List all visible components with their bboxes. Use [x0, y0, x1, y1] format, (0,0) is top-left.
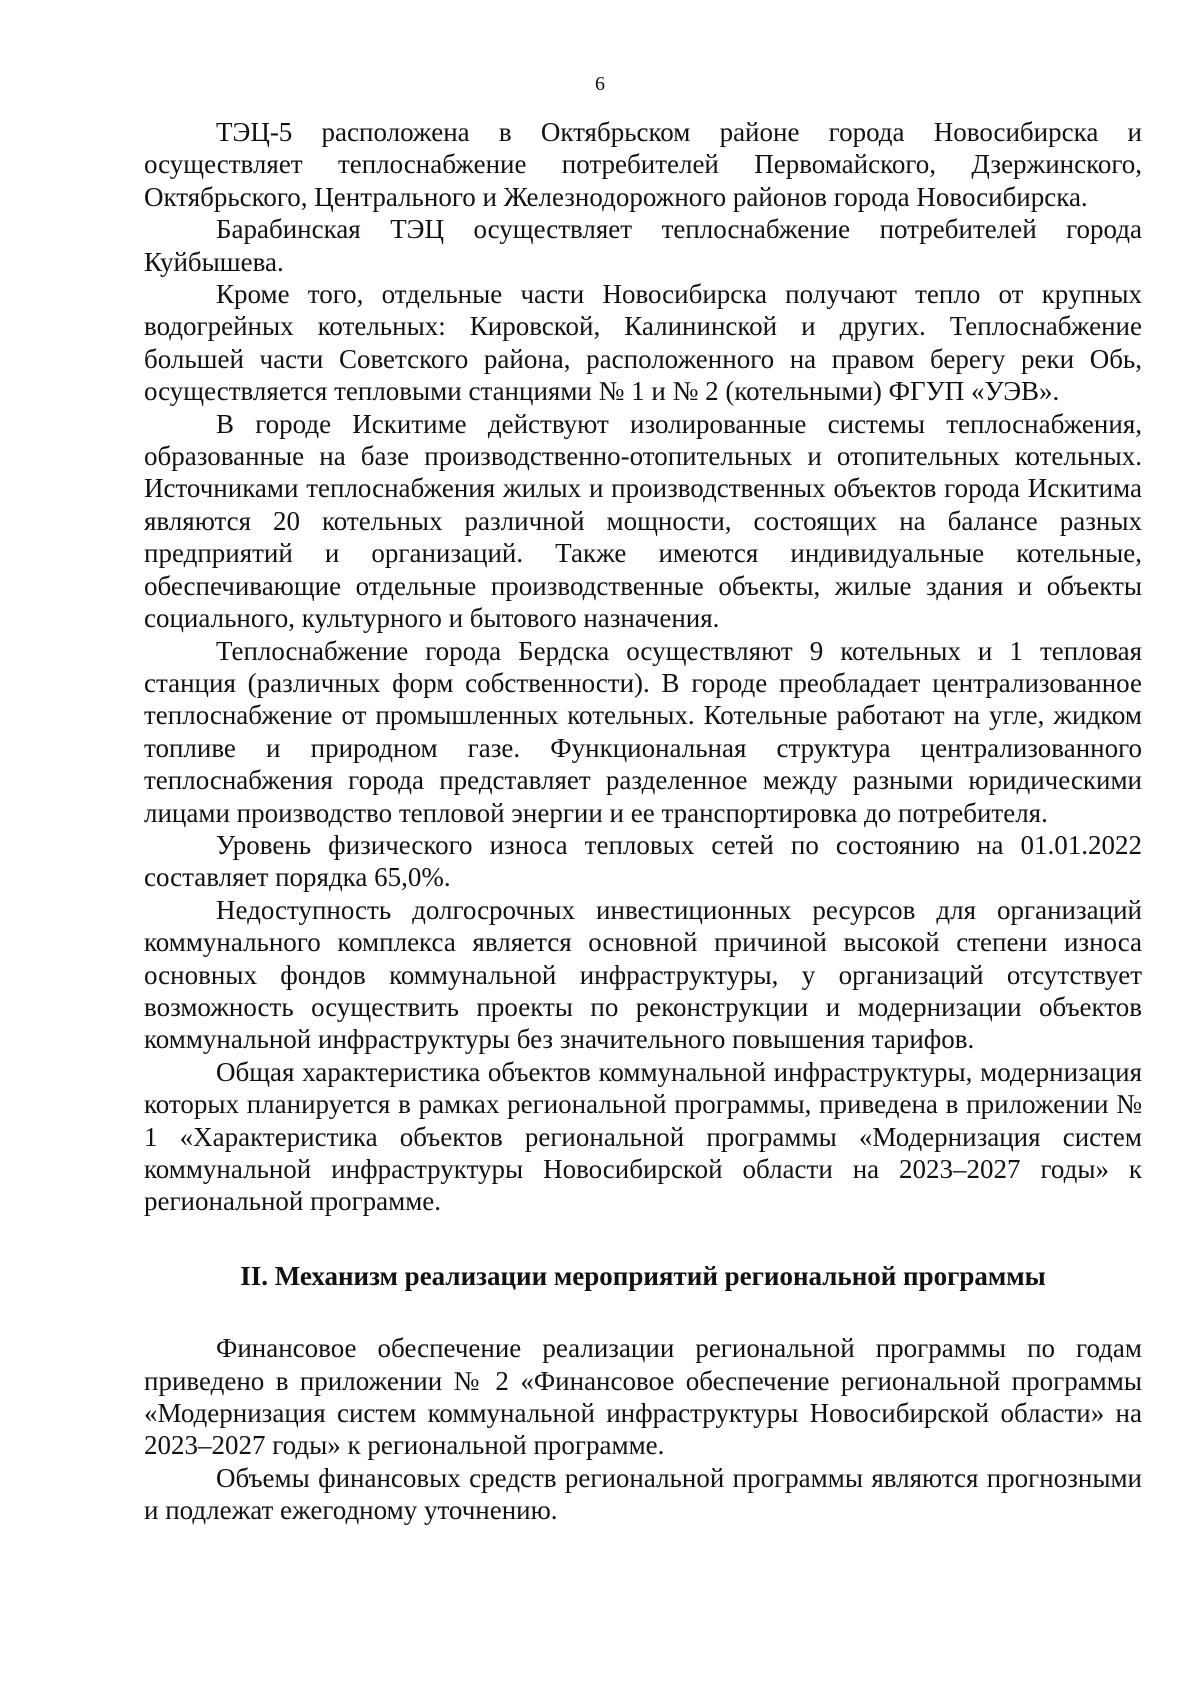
paragraph-volumes: Объемы финансовых средств региональной программы являются прогнозными и подлежат ежегодному уточнению.	[144, 1462, 1142, 1526]
paragraph-investment: Недоступность долгосрочных инвестиционных ресурсов для организаций коммунального комплекса является основной причиной высокой степени износа основных фондов коммунальной инфраструктуры, у организаций отсутствует возможность осуществить проекты по реконструкции и модернизации объектов коммунальной инфраструктуры без значительного повышения тарифов.	[144, 894, 1142, 1055]
paragraph-characteristics: Общая характеристика объектов коммунальной инфраструктуры, модернизация которых планируется в рамках региональной программы, приведена в приложении № 1 «Характеристика объектов региональной программы «Модернизация систем коммунальной инфраструктуры Новосибирской области на 2023–2027 годы» к региональной программе.	[144, 1056, 1142, 1217]
paragraph-berdsk: Теплоснабжение города Бердска осуществляют 9 котельных и 1 тепловая станция (различных форм собственности). В городе преобладает централизованное теплоснабжение от промышленных котельных. Котельные работают на угле, жидком топливе и природном газе. Функциональная структура централизованного теплоснабжения города представляет разделенное между разными юридическими лицами производство тепловой энергии и ее транспортировка до потребителя.	[144, 635, 1142, 828]
paragraph-boilers-novosibirsk: Кроме того, отдельные части Новосибирска получают тепло от крупных водогрейных котельных: Кировской, Калининской и других. Теплоснабжение большей части Советского района, расположенного на правом берегу реки Обь, осуществляется тепловыми станциями № 1 и № 2 (котельными) ФГУП «УЭВ».	[144, 279, 1142, 407]
paragraph-financing: Финансовое обеспечение реализации региональной программы по годам приведено в приложении № 2 «Финансовое обеспечение региональной программы «Модернизация систем коммунальной инфраструктуры Новосибирской области» на 2023–2027 годы» к региональной программе.	[144, 1333, 1142, 1461]
section-heading: II. Механизм реализации мероприятий региональной программы	[240, 1260, 1046, 1291]
paragraph-iskitim: В городе Искитиме действуют изолированные системы теплоснабжения, образованные на базе производственно-отопительных и отопительных котельных. Источниками теплоснабжения жилых и производственных объектов города Искитима являются 20 котельных различной мощности, состоящих на балансе разных предприятий и организаций. Также имеются индивидуальные котельные, обеспечивающие отдельные производственные объекты, жилые здания и объекты социального, культурного и бытового назначения.	[144, 408, 1142, 634]
spacer	[144, 1218, 1142, 1260]
spacer	[144, 1292, 1142, 1332]
document-body	[144, 116, 1142, 1527]
page-number: 6	[595, 73, 605, 95]
paragraph-tec5: ТЭЦ-5 расположена в Октябрьском районе города Новосибирска и осуществляет теплоснабжение потребителей Первомайского, Дзержинского, Октябрьского, Центрального и Железнодорожного районов города Новосибирска.	[144, 117, 1142, 212]
paragraph-barabinsk: Барабинская ТЭЦ осуществляет теплоснабжение потребителей города Куйбышева.	[144, 214, 1142, 277]
paragraph-wear-level: Уровень физического износа тепловых сетей по состоянию на 01.01.2022 составляет порядка 65,0%.	[144, 829, 1142, 893]
